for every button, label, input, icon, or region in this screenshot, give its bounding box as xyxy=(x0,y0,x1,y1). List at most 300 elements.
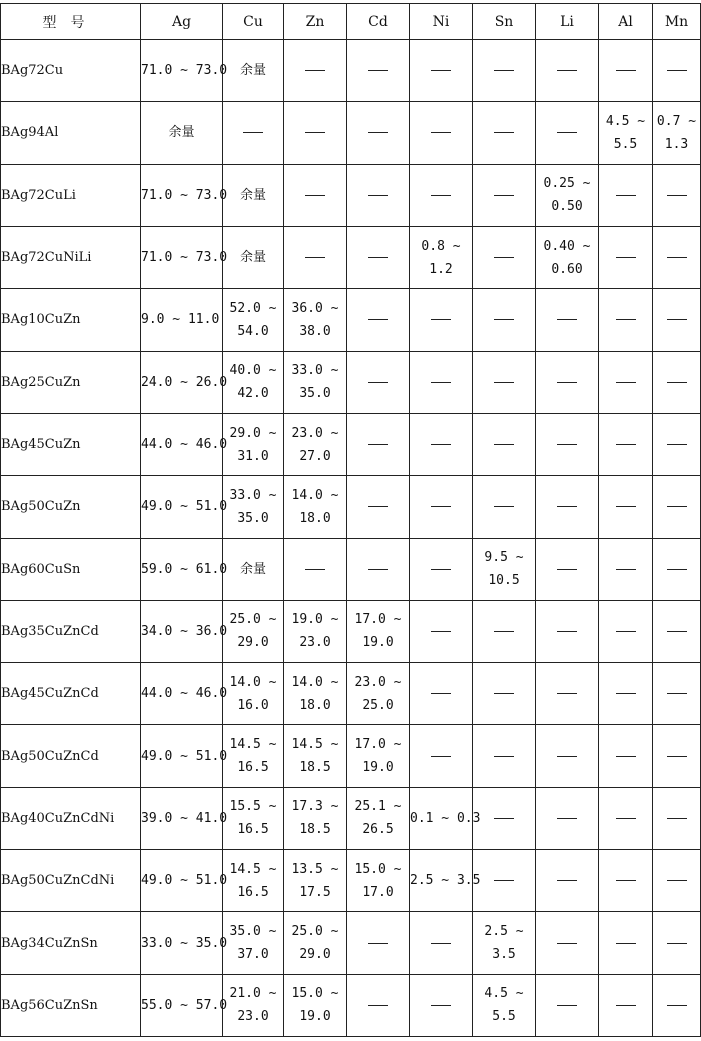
value-line: 19.0 xyxy=(362,635,394,651)
value-cell xyxy=(536,164,599,226)
value-cell xyxy=(536,289,599,351)
value-cell xyxy=(473,40,536,102)
value-cell xyxy=(347,40,410,102)
dash-mark xyxy=(667,382,687,383)
dash-mark xyxy=(494,319,514,320)
value-line: 9.0 ~ 11.0 xyxy=(141,312,220,328)
model-cell: BAg72CuLi xyxy=(1,164,141,226)
column-header-mn: Mn xyxy=(653,4,701,40)
model-cell: BAg34CuZnSn xyxy=(1,912,141,974)
value-line: 余量 xyxy=(168,125,195,141)
value-line: 1.2 xyxy=(429,261,453,277)
dash-mark xyxy=(494,506,514,507)
value-line: 40.0 ~ xyxy=(229,363,277,379)
value-cell xyxy=(347,850,410,912)
value-cell xyxy=(284,663,347,725)
dash-mark xyxy=(667,506,687,507)
dash-mark xyxy=(305,132,325,133)
dash-mark xyxy=(557,506,577,507)
table-row xyxy=(1,663,701,725)
column-header-cd: Cd xyxy=(347,4,410,40)
dash-mark xyxy=(431,631,451,632)
table-row xyxy=(1,974,701,1036)
value-line: 59.0 ~ 61.0 xyxy=(141,561,228,577)
value-cell xyxy=(653,725,701,787)
value-cell xyxy=(473,289,536,351)
value-cell xyxy=(347,725,410,787)
value-cell xyxy=(536,725,599,787)
value-line: 17.0 ~ xyxy=(354,612,402,628)
value-line: 37.0 xyxy=(237,947,269,963)
column-header-sn: Sn xyxy=(473,4,536,40)
value-line: 15.0 ~ xyxy=(354,861,402,877)
value-line: 71.0 ~ 73.0 xyxy=(141,187,228,203)
value-cell xyxy=(141,351,228,413)
value-line: 18.5 xyxy=(299,760,331,776)
value-cell xyxy=(410,164,473,226)
dash-mark xyxy=(616,257,636,258)
dash-mark xyxy=(368,319,388,320)
dash-mark xyxy=(667,693,687,694)
model-cell: BAg40CuZnCdNi xyxy=(1,787,141,849)
dash-mark xyxy=(368,943,388,944)
value-line: 49.0 ~ 51.0 xyxy=(141,499,228,515)
value-line: 18.5 xyxy=(299,822,331,838)
value-cell xyxy=(536,40,599,102)
value-cell xyxy=(473,351,536,413)
model-cell: BAg50CuZn xyxy=(1,476,141,538)
value-cell xyxy=(284,974,347,1036)
dash-mark xyxy=(616,1005,636,1006)
value-cell xyxy=(410,102,473,164)
value-cell xyxy=(284,912,347,974)
model-cell: BAg94Al xyxy=(1,102,141,164)
dash-mark xyxy=(667,257,687,258)
value-cell xyxy=(599,850,653,912)
value-cell xyxy=(473,912,536,974)
value-line: 49.0 ~ 51.0 xyxy=(141,748,228,764)
value-cell xyxy=(141,476,228,538)
value-cell xyxy=(410,974,473,1036)
value-cell xyxy=(599,538,653,600)
value-line: 2.5 ~ xyxy=(484,924,524,940)
value-cell xyxy=(347,289,410,351)
value-cell xyxy=(653,787,701,849)
dash-mark xyxy=(557,319,577,320)
value-cell xyxy=(347,600,410,662)
value-line: 23.0 ~ xyxy=(354,674,402,690)
value-line: 16.5 xyxy=(237,822,269,838)
value-cell xyxy=(536,476,599,538)
value-line: 35.0 xyxy=(237,510,269,526)
dash-mark xyxy=(667,943,687,944)
dash-mark xyxy=(667,756,687,757)
value-cell xyxy=(410,538,473,600)
dash-mark xyxy=(616,631,636,632)
dash-mark xyxy=(557,569,577,570)
value-cell xyxy=(536,351,599,413)
column-header-ni: Ni xyxy=(410,4,473,40)
value-line: 18.0 xyxy=(299,510,331,526)
value-cell xyxy=(141,102,223,164)
value-line: 71.0 ~ 73.0 xyxy=(141,63,228,79)
value-line: 14.5 ~ xyxy=(229,861,277,877)
column-header-model: 型号 xyxy=(1,4,141,40)
column-header-zn: Zn xyxy=(284,4,347,40)
value-cell xyxy=(410,912,473,974)
dash-mark xyxy=(667,818,687,819)
dash-mark xyxy=(557,1005,577,1006)
dash-mark xyxy=(431,943,451,944)
dash-mark xyxy=(431,756,451,757)
value-line: 15.5 ~ xyxy=(229,799,277,815)
dash-mark xyxy=(557,943,577,944)
model-cell: BAg50CuZnCd xyxy=(1,725,141,787)
value-line: 23.0 xyxy=(237,1009,269,1025)
value-line: 42.0 xyxy=(237,386,269,402)
value-cell xyxy=(410,663,473,725)
value-cell xyxy=(536,912,599,974)
model-cell: BAg50CuZnCdNi xyxy=(1,850,141,912)
dash-mark xyxy=(494,880,514,881)
value-line: 16.5 xyxy=(237,884,269,900)
dash-mark xyxy=(667,319,687,320)
value-line: 33.0 ~ 35.0 xyxy=(141,935,228,951)
value-cell xyxy=(653,413,701,475)
dash-mark xyxy=(616,195,636,196)
value-line: 19.0 ~ xyxy=(291,612,339,628)
value-cell xyxy=(536,850,599,912)
value-cell xyxy=(223,600,284,662)
value-cell xyxy=(473,538,536,600)
value-line: 16.5 xyxy=(237,760,269,776)
table-row xyxy=(1,787,701,849)
value-line: 15.0 ~ xyxy=(291,986,339,1002)
value-line: 39.0 ~ 41.0 xyxy=(141,810,228,826)
dash-mark xyxy=(557,382,577,383)
value-cell xyxy=(347,102,410,164)
dash-mark xyxy=(667,444,687,445)
dash-mark xyxy=(494,756,514,757)
column-header-al: Al xyxy=(599,4,653,40)
value-cell xyxy=(223,351,284,413)
value-cell xyxy=(284,787,347,849)
value-line: 17.0 ~ xyxy=(354,737,402,753)
dash-mark xyxy=(557,631,577,632)
model-cell: BAg72Cu xyxy=(1,40,141,102)
dash-mark xyxy=(616,444,636,445)
dash-mark xyxy=(368,257,388,258)
table-row xyxy=(1,413,701,475)
value-line: 35.0 xyxy=(299,386,331,402)
value-line: 17.3 ~ xyxy=(291,799,339,815)
value-cell xyxy=(223,226,284,288)
value-line: 23.0 ~ xyxy=(291,425,339,441)
model-cell: BAg45CuZnCd xyxy=(1,663,141,725)
value-line: 27.0 xyxy=(299,448,331,464)
value-cell xyxy=(599,974,653,1036)
dash-mark xyxy=(494,195,514,196)
value-cell xyxy=(223,538,284,600)
value-cell xyxy=(223,289,284,351)
value-cell xyxy=(410,351,473,413)
value-cell xyxy=(410,600,473,662)
value-cell xyxy=(599,725,653,787)
value-line: 29.0 ~ xyxy=(229,425,277,441)
value-line: 5.5 xyxy=(613,136,638,152)
dash-mark xyxy=(494,70,514,71)
value-line: 13.5 ~ xyxy=(291,861,339,877)
value-line: 25.0 ~ xyxy=(291,924,339,940)
value-cell xyxy=(284,289,347,351)
value-cell xyxy=(473,974,536,1036)
value-cell xyxy=(284,102,347,164)
dash-mark xyxy=(616,880,636,881)
value-line: 33.0 ~ xyxy=(291,363,339,379)
value-cell xyxy=(653,663,701,725)
dash-mark xyxy=(305,70,325,71)
value-cell xyxy=(284,476,347,538)
value-cell xyxy=(347,351,410,413)
column-header-li: Li xyxy=(536,4,599,40)
value-line: 29.0 xyxy=(237,635,269,651)
table-row xyxy=(1,850,701,912)
value-cell xyxy=(473,413,536,475)
dash-mark xyxy=(431,132,451,133)
value-cell xyxy=(347,413,410,475)
value-cell xyxy=(653,226,701,288)
value-line: 4.5 ~ xyxy=(484,986,524,1002)
value-cell xyxy=(473,850,536,912)
value-cell xyxy=(653,102,701,164)
value-cell xyxy=(599,912,653,974)
dash-mark xyxy=(557,756,577,757)
value-line: 17.0 xyxy=(362,884,394,900)
dash-mark xyxy=(305,569,325,570)
model-cell: BAg60CuSn xyxy=(1,538,141,600)
value-line: 14.5 ~ xyxy=(291,737,339,753)
value-line: 4.5 ~ xyxy=(605,113,646,129)
dash-mark xyxy=(616,70,636,71)
value-cell xyxy=(223,164,284,226)
value-cell xyxy=(141,912,228,974)
dash-mark xyxy=(431,693,451,694)
dash-mark xyxy=(431,1005,451,1006)
table-row xyxy=(1,289,701,351)
dash-mark xyxy=(667,1005,687,1006)
value-cell xyxy=(536,787,599,849)
value-cell xyxy=(347,538,410,600)
value-cell xyxy=(347,164,410,226)
dash-mark xyxy=(557,444,577,445)
value-line: 18.0 xyxy=(299,697,331,713)
value-line: 19.0 xyxy=(362,760,394,776)
value-line: 29.0 xyxy=(299,947,331,963)
value-cell xyxy=(284,850,347,912)
table-row xyxy=(1,351,701,413)
value-line: 余量 xyxy=(239,561,266,577)
dash-mark xyxy=(368,70,388,71)
value-line: 44.0 ~ 46.0 xyxy=(141,686,228,702)
value-cell xyxy=(473,102,536,164)
value-line: 19.0 xyxy=(299,1009,331,1025)
value-cell xyxy=(536,413,599,475)
value-cell xyxy=(473,663,536,725)
dash-mark xyxy=(431,70,451,71)
value-cell xyxy=(410,226,473,288)
value-cell xyxy=(599,226,653,288)
table-row xyxy=(1,725,701,787)
dash-mark xyxy=(431,506,451,507)
value-cell xyxy=(410,40,473,102)
value-cell xyxy=(599,600,653,662)
value-line: 0.25 ~ xyxy=(543,176,591,192)
model-cell: BAg72CuNiLi xyxy=(1,226,141,288)
dash-mark xyxy=(557,693,577,694)
value-line: 44.0 ~ 46.0 xyxy=(141,437,228,453)
value-cell xyxy=(141,974,228,1036)
value-cell xyxy=(653,850,701,912)
value-cell xyxy=(223,663,284,725)
value-cell xyxy=(653,289,701,351)
value-line: 25.1 ~ xyxy=(354,799,402,815)
value-cell xyxy=(141,538,228,600)
dash-mark xyxy=(616,693,636,694)
table-row xyxy=(1,226,701,288)
dash-mark xyxy=(305,195,325,196)
table-row xyxy=(1,40,701,102)
dash-mark xyxy=(368,444,388,445)
value-cell xyxy=(141,663,228,725)
value-line: 5.5 xyxy=(492,1009,516,1025)
value-cell xyxy=(536,663,599,725)
column-header-cu: Cu xyxy=(223,4,284,40)
value-cell xyxy=(536,538,599,600)
value-cell xyxy=(599,476,653,538)
value-cell xyxy=(473,164,536,226)
value-cell xyxy=(653,912,701,974)
dash-mark xyxy=(494,257,514,258)
value-line: 71.0 ~ 73.0 xyxy=(141,250,228,266)
value-line: 55.0 ~ 57.0 xyxy=(141,997,228,1013)
value-cell xyxy=(223,974,284,1036)
dash-mark xyxy=(667,70,687,71)
dash-mark xyxy=(667,631,687,632)
value-cell xyxy=(536,600,599,662)
value-cell xyxy=(536,102,599,164)
dash-mark xyxy=(667,569,687,570)
value-line: 16.0 xyxy=(237,697,269,713)
value-line: 31.0 xyxy=(237,448,269,464)
value-line: 14.5 ~ xyxy=(229,737,277,753)
value-line: 14.0 ~ xyxy=(291,674,339,690)
dash-mark xyxy=(368,1005,388,1006)
value-cell xyxy=(223,725,284,787)
dash-mark xyxy=(557,880,577,881)
dash-mark xyxy=(616,943,636,944)
value-line: 14.0 ~ xyxy=(229,674,277,690)
value-line: 余量 xyxy=(239,63,266,79)
value-line: 34.0 ~ 36.0 xyxy=(141,623,228,639)
value-line: 余量 xyxy=(239,187,266,203)
dash-mark xyxy=(616,506,636,507)
value-cell xyxy=(653,600,701,662)
value-cell xyxy=(599,787,653,849)
value-cell xyxy=(141,600,228,662)
value-cell xyxy=(223,413,284,475)
value-cell xyxy=(223,102,284,164)
value-line: 25.0 xyxy=(362,697,394,713)
value-line: 23.0 xyxy=(299,635,331,651)
value-line: 0.50 xyxy=(551,199,583,215)
value-line: 2.5 ~ 3.5 xyxy=(410,873,481,889)
value-line: 0.8 ~ xyxy=(421,238,461,254)
dash-mark xyxy=(667,195,687,196)
value-line: 0.7 ~ xyxy=(656,113,697,129)
dash-mark xyxy=(494,444,514,445)
value-cell xyxy=(347,226,410,288)
value-cell xyxy=(410,725,473,787)
value-line: 35.0 ~ xyxy=(229,924,277,940)
value-cell xyxy=(284,600,347,662)
value-cell xyxy=(141,40,228,102)
value-line: 54.0 xyxy=(237,323,269,339)
dash-mark xyxy=(616,569,636,570)
value-cell xyxy=(223,40,284,102)
value-cell xyxy=(599,663,653,725)
value-cell xyxy=(223,912,284,974)
value-cell xyxy=(223,787,284,849)
value-cell xyxy=(599,102,653,164)
value-line: 0.40 ~ xyxy=(543,238,591,254)
dash-mark xyxy=(431,382,451,383)
value-line: 10.5 xyxy=(488,573,520,589)
value-cell xyxy=(141,787,228,849)
value-cell xyxy=(653,40,701,102)
dash-mark xyxy=(368,382,388,383)
value-cell xyxy=(347,974,410,1036)
value-cell xyxy=(284,164,347,226)
table-row xyxy=(1,476,701,538)
value-cell xyxy=(599,40,653,102)
value-cell xyxy=(536,226,599,288)
value-line: 38.0 xyxy=(299,323,331,339)
value-cell xyxy=(284,725,347,787)
value-line: 52.0 ~ xyxy=(229,300,277,316)
value-cell xyxy=(223,476,284,538)
value-cell xyxy=(141,289,223,351)
value-cell xyxy=(410,413,473,475)
model-cell: BAg45CuZn xyxy=(1,413,141,475)
dash-mark xyxy=(431,195,451,196)
dash-mark xyxy=(557,70,577,71)
dash-mark xyxy=(616,756,636,757)
value-cell xyxy=(141,850,228,912)
value-cell xyxy=(653,476,701,538)
dash-mark xyxy=(494,818,514,819)
header-row xyxy=(1,4,701,40)
dash-mark xyxy=(368,132,388,133)
dash-mark xyxy=(494,132,514,133)
value-cell xyxy=(473,600,536,662)
value-cell xyxy=(141,413,228,475)
dash-mark xyxy=(305,257,325,258)
value-line: 3.5 xyxy=(492,947,516,963)
value-cell xyxy=(473,226,536,288)
dash-mark xyxy=(557,818,577,819)
value-line: 24.0 ~ 26.0 xyxy=(141,374,228,390)
value-cell xyxy=(347,787,410,849)
